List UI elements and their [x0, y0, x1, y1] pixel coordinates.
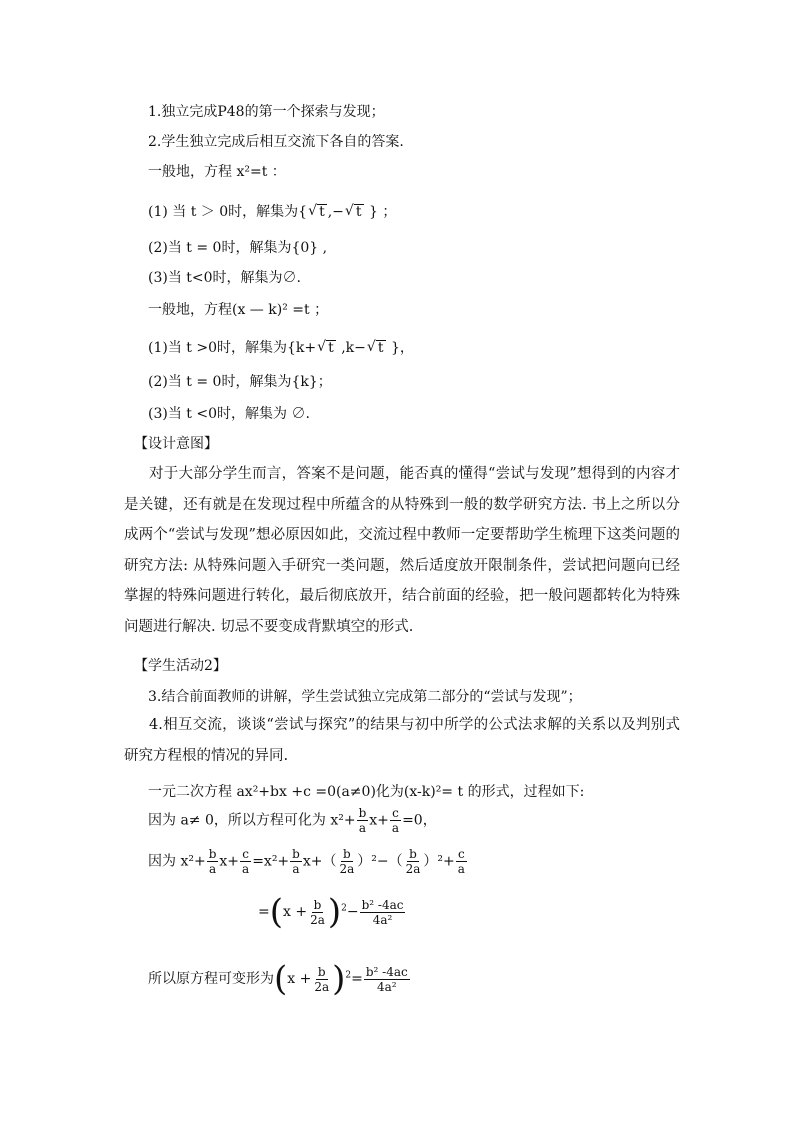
case-2-zero: (2)当 t = 0时，解集为{k}；: [148, 374, 332, 390]
fraction-b-over-2a: $\frac{b}{2a}$: [405, 847, 421, 876]
fraction-b-over-a: $\frac{b}{a}$: [292, 847, 300, 876]
case-1-zero: (2)当 t = 0时，解集为{0} ,: [148, 240, 328, 256]
step-1: 1.独立完成P48的第一个探索与发现；: [148, 104, 385, 120]
fraction-discriminant: $\frac{\text{b² -4ac}}{\text{4a²}}$: [361, 897, 404, 927]
equation-square-form: =(x + $\frac{b}{2a}$ )$^2$− $\frac{\text{b² -4ac}}{\text{4a²}}$: [258, 892, 404, 932]
equation-divide-by-a: 因为 a≠ 0，所以方程可化为 x²+ $\frac{b}{a}$ x+ $\frac{c}{a}$ =0，: [148, 806, 437, 835]
general-equation-2: 一般地，方程(x — k)² =t ；: [148, 302, 329, 318]
case-1-negative: (3)当 t<0时，解集为∅.: [148, 270, 301, 286]
sqrt-t: √ t: [317, 338, 336, 358]
fraction-b-over-a: $\frac{b}{a}$: [208, 847, 217, 876]
equation-conclusion: 所以原方程可变形为(x + $\frac{b}{2a}$ )$^2$= $\frac{\text{b² -4ac}}{\text{4a²}}$: [148, 959, 408, 999]
fraction-b-over-2a: $\frac{b}{2a}$: [339, 847, 355, 876]
fraction-b-over-2a: $\frac{b}{2a}$: [314, 964, 330, 994]
design-intent-paragraph: 对于大部分学生而言，答案不是问题，能否真的懂得“尝试与发现”想得到的内容才是关键，还有就是在发现过程中所蕴含的从特殊到一般的数学研究方法. 书上之所以分成两个“尝试与发现”想必原因如此，交流过程中教师一定要帮助学生梳理下这类问题的研究方法: 从特殊问题入手研究一类问题，然后适度放开限制条件，尝试把问题向已经掌握的特殊问题进行转化，最后彻底放开，结合前面的经验，把一般问题都转化为特殊问题进行解决. 切忌不要变成背默填空的形式.: [124, 466, 680, 635]
fraction-c-over-a: $\frac{c}{a}$: [457, 847, 465, 876]
fraction-c-over-a: $\frac{c}{a}$: [242, 847, 250, 876]
design-intent-heading: 【设计意图】: [134, 436, 218, 452]
case-1-positive: (1) 当 t ＞ 0时，解集为{√ t ,−√ t } ；: [148, 202, 396, 222]
step-2: 2.学生独立完成后相互交流下各自的答案.: [148, 134, 404, 150]
case-2-positive: (1)当 t >0时，解集为{k+√ t ,k−√ t }，: [148, 338, 414, 358]
student-activity-heading: 【学生活动2】: [134, 658, 227, 674]
fraction-c-over-a: $\frac{c}{a}$: [391, 806, 400, 835]
sqrt-t: √ t: [345, 202, 364, 222]
case-2-negative: (3)当 t <0时，解集为 ∅.: [148, 406, 310, 422]
general-equation-1: 一般地，方程 x²=t ：: [148, 164, 286, 180]
step-3: 3.结合前面教师的讲解，学生尝试独立完成第二部分的“尝试与发现”；: [148, 689, 582, 705]
sqrt-t: √ t: [308, 202, 327, 222]
quadratic-intro: 一元二次方程 ax²+bx +c =0(a≠0)化为(x-k)²= t 的形式，过程如下:: [148, 784, 585, 800]
sqrt-t: √ t: [367, 338, 386, 358]
equation-complete-square: 因为 x²+ $\frac{b}{a}$ x+ $\frac{c}{a}$ =x²+ $\frac{b}{a}$ x+（ $\frac{b}{2a}$ ）²−（ $\frac{b}{2a}$ ）²+ $\frac{c}{a}$: [148, 847, 465, 876]
fraction-b-over-2a: $\frac{b}{2a}$: [310, 897, 325, 927]
fraction-b-over-a: $\frac{b}{a}$: [358, 806, 367, 835]
fraction-discriminant: $\frac{\text{b² -4ac}}{\text{4a²}}$: [365, 964, 408, 994]
step-4-paragraph: 4.相互交流，谈谈“尝试与探究”的结果与初中所学的公式法求解的关系以及判别式研究方程根的情况的异同.: [124, 717, 680, 764]
